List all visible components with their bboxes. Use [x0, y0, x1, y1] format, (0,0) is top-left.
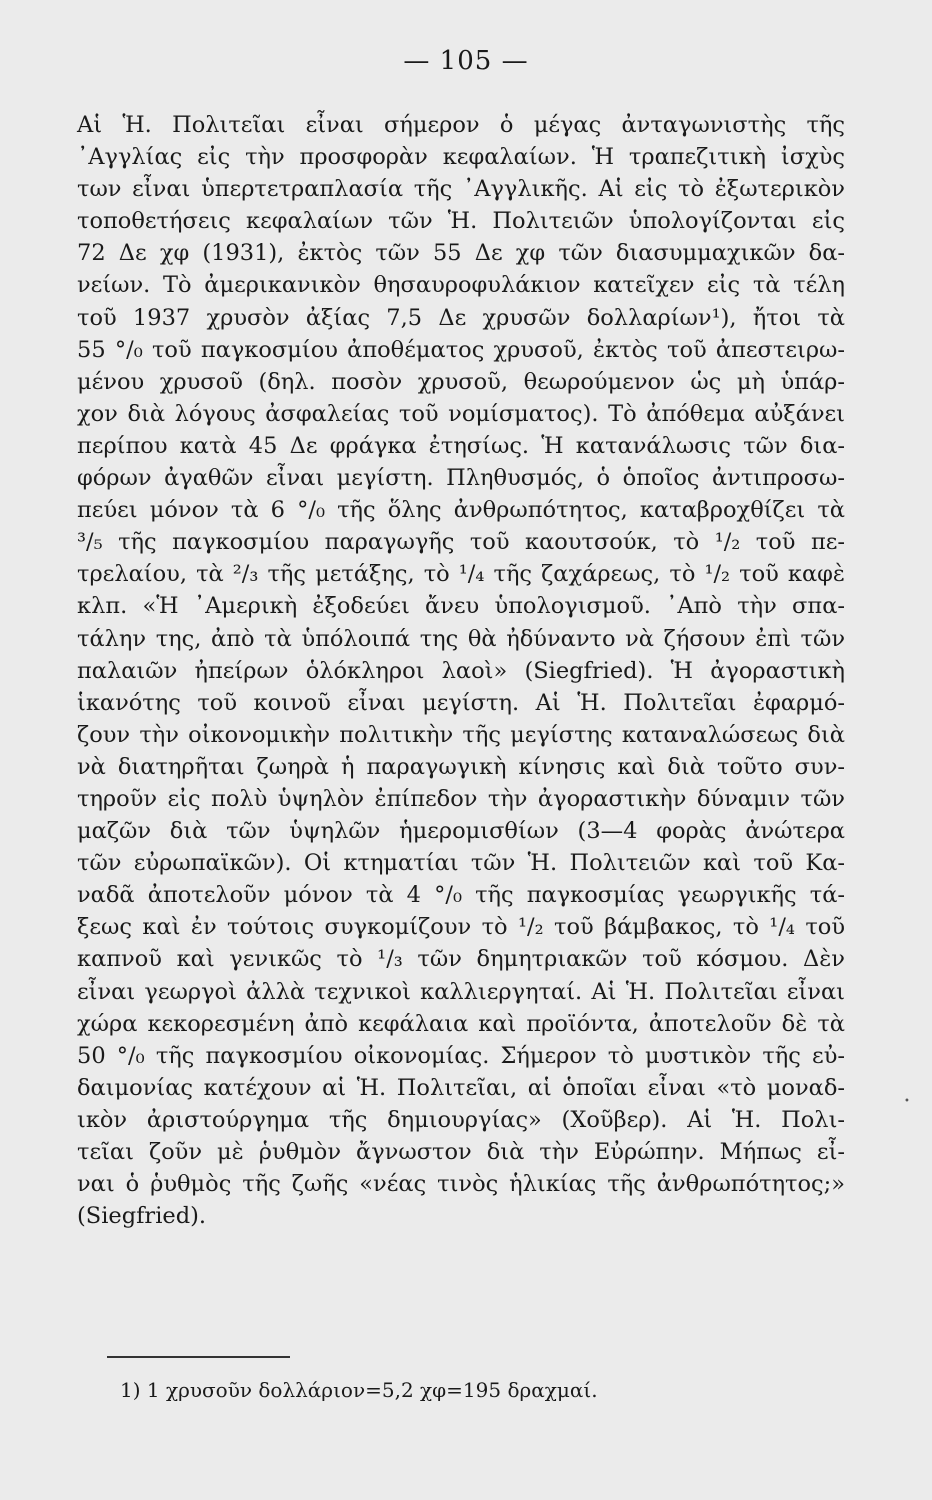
text-line: τοῦ 1937 χρυσὸν ἀξίας 7,5 Δε χρυσῶν δολλαρίων¹), ἤτοι τὰ: [77, 304, 845, 331]
text-line: 50 °/₀ τῆς παγκοσμίου οἰκονομίας. Σήμερον τὸ μυστικὸν τῆς εὐ-: [77, 1042, 845, 1069]
text-line: ᾿Αγγλίας εἰς τὴν προσφορὰν κεφαλαίων. Ἡ τραπεζιτικὴ ἰσχὺς: [77, 144, 845, 171]
text-line: των εἶναι ὑπερτετραπλασία τῆς ᾿Αγγλικῆς. Αἱ εἰς τὸ ἐξωτερικὸν: [77, 176, 845, 203]
text-line: τάλην της, ἀπὸ τὰ ὑπόλοιπά της θὰ ἠδύναντο νὰ ζήσουν ἐπὶ τῶν: [77, 625, 845, 652]
footnote: 1) 1 χρυσοῦν δολλάριον=5,2 χφ=195 δραχμαί.: [120, 1378, 598, 1402]
text-line: ναδᾶ ἀποτελοῦν μόνον τὰ 4 °/₀ τῆς παγκοσμίας γεωργικῆς τά-: [77, 882, 845, 909]
body-text: [77, 109, 845, 1232]
text-line: ἱκανότης τοῦ κοινοῦ εἶναι μεγίστη. Αἱ Ἡ. Πολιτεῖαι ἐφαρμό-: [77, 689, 845, 716]
text-line: 55 °/₀ τοῦ παγκοσμίου ἀποθέματος χρυσοῦ, ἐκτὸς τοῦ ἀπεστειρω-: [77, 336, 845, 363]
text-line: τεῖαι ζοῦν μὲ ῥυθμὸν ἄγνωστον διὰ τὴν Εὐρώπην. Μήπως εἶ-: [77, 1139, 845, 1165]
text-line: 72 Δε χφ (1931), ἐκτὸς τῶν 55 Δε χφ τῶν διασυμμαχικῶν δα-: [77, 240, 845, 267]
text-line: πεύει μόνον τὰ 6 °/₀ τῆς ὅλης ἀνθρωπότητος, καταβροχθίζει τὰ: [77, 497, 845, 524]
text-line: μαζῶν διὰ τῶν ὑψηλῶν ἡμερομισθίων (3—4 φορὰς ἀνώτερα: [77, 818, 845, 845]
text-line: τρελαίου, τὰ ²/₃ τῆς μετάξης, τὸ ¹/₄ τῆς ζαχάρεως, τὸ ¹/₂ τοῦ καφὲ: [77, 561, 845, 588]
text-line: χον διὰ λόγους ἀσφαλείας τοῦ νομίσματος). Τὸ ἀπόθεμα αὐξάνει: [77, 400, 845, 427]
text-line: καπνοῦ καὶ γενικῶς τὸ ¹/₃ τῶν δημητριακῶν τοῦ κόσμου. Δὲν: [77, 946, 845, 973]
text-line: κλπ. «Ἡ ᾿Αμερικὴ ἐξοδεύει ἄνευ ὑπολογισμοῦ. ᾿Απὸ τὴν σπα-: [77, 593, 845, 620]
text-line: δαιμονίας κατέχουν αἱ Ἡ. Πολιτεῖαι, αἱ ὁποῖαι εἶναι «τὸ μοναδ-: [77, 1074, 845, 1101]
text-line: (Siegfried).: [77, 1203, 207, 1230]
text-line: νὰ διατηρῆται ζωηρὰ ἡ παραγωγικὴ κίνησις καὶ διὰ τοῦτο συν-: [77, 753, 845, 780]
text-line: ξεως καὶ ἐν τούτοις συγκομίζουν τὸ ¹/₂ τοῦ βάμβακος, τὸ ¹/₄ τοῦ: [77, 914, 845, 941]
text-line: νείων. Τὸ ἀμερικανικὸν θησαυροφυλάκιον κατεῖχεν εἰς τὰ τέλη: [77, 272, 845, 299]
text-line: ³/₅ τῆς παγκοσμίου παραγωγῆς τοῦ καουτσούκ, τὸ ¹/₂ τοῦ πε-: [77, 529, 845, 556]
text-line: φόρων ἀγαθῶν εἶναι μεγίστη. Πληθυσμός, ὁ ὁποῖος ἀντιπροσω-: [77, 465, 845, 492]
text-line: παλαιῶν ἠπείρων ὁλόκληροι λαοὶ» (Siegfried). Ἡ ἀγοραστικὴ: [77, 657, 845, 684]
margin-speck: •: [904, 1096, 910, 1107]
page-number: — 105 —: [403, 46, 529, 76]
text-line: μένου χρυσοῦ (δηλ. ποσὸν χρυσοῦ, θεωρούμενον ὡς μὴ ὑπάρ-: [77, 368, 845, 395]
text-line: ικὸν ἀριστούργημα τῆς δημιουργίας» (Χοῦβερ). Αἱ Ἡ. Πολι-: [77, 1106, 845, 1133]
footnote-divider: [107, 1356, 290, 1358]
text-line: τηροῦν εἰς πολὺ ὑψηλὸν ἐπίπεδον τὴν ἀγοραστικὴν δύναμιν τῶν: [77, 785, 845, 812]
text-line: εἶναι γεωργοὶ ἀλλὰ τεχνικοὶ καλλιεργηταί. Αἱ Ἡ. Πολιτεῖαι εἶναι: [77, 978, 845, 1005]
text-line: τοποθετήσεις κεφαλαίων τῶν Ἡ. Πολιτειῶν ὑπολογίζονται εἰς: [77, 208, 845, 235]
text-line: περίπου κατὰ 45 Δε φράγκα ἐτησίως. Ἡ κατανάλωσις τῶν δια-: [77, 432, 845, 459]
text-line: χώρα κεκορεσμένη ἀπὸ κεφάλαια καὶ προϊόντα, ἀποτελοῦν δὲ τὰ: [77, 1010, 845, 1037]
text-line: Αἱ Ἡ. Πολιτεῖαι εἶναι σήμερον ὁ μέγας ἀνταγωνιστὴς τῆς: [77, 112, 845, 138]
text-line: τῶν εὐρωπαϊκῶν). Οἱ κτηματίαι τῶν Ἡ. Πολιτειῶν καὶ τοῦ Κα-: [77, 850, 845, 877]
text-line: ζουν τὴν οἰκονομικὴν πολιτικὴν τῆς μεγίστης καταναλώσεως διὰ: [77, 721, 845, 748]
text-line: ναι ὁ ῥυθμὸς τῆς ζωῆς «νέας τινὸς ἡλικίας τῆς ἀνθρωπότητος;»: [77, 1171, 845, 1198]
